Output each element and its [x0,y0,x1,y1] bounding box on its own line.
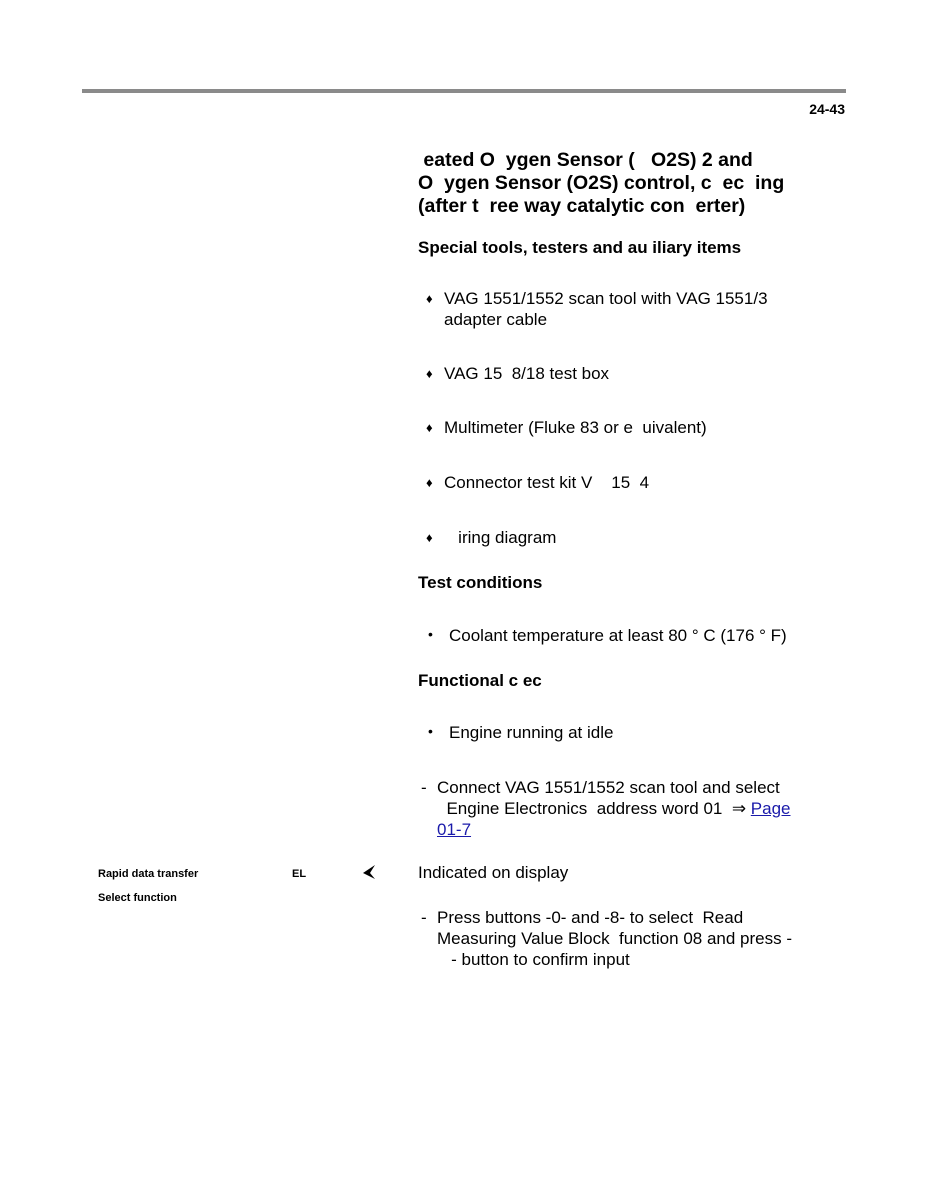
special-tools-heading: Special tools, testers and au iliary items [418,238,742,257]
dot-bullet-icon: • [428,626,433,642]
tool-item: ♦ VAG 1551/1552 scan tool with VAG 1551/3 adapter cable [426,289,768,329]
header-rule [82,89,846,93]
pointer-arrow-icon [360,863,378,881]
page-link[interactable]: Page [750,799,791,818]
diamond-bullet-icon: ♦ [426,366,433,381]
title-line-2: O ygen Sensor (O2S) control, c ec ing [418,172,785,194]
display-line-1: Rapid data transfer [98,868,199,880]
functional-item: • Engine running at idle [428,723,614,742]
page-link-number[interactable]: 01-7 [437,820,472,839]
functional-check-heading: Functional c ec [418,671,542,690]
tool-item: ♦ VAG 15 8/18 test box [426,364,610,383]
indicated-on-display: Indicated on display [418,863,569,882]
tool-item: ♦ Multimeter (Fluke 83 or e uivalent) [426,418,707,437]
step-connect-scan-tool: - Connect VAG 1551/1552 scan tool and select Engine Electronics address word 01 ⇒ Page 01-7 [421,778,791,839]
page-number: 24-43 [809,101,845,117]
title-line-1: eated O ygen Sensor ( O2S) 2 and [418,149,753,171]
step-dash: - [421,908,427,927]
page-title [418,149,828,218]
display-line-1-right: EL [292,868,307,880]
title-line-3: (after t ree way catalytic con erter) [418,195,746,217]
dot-bullet-icon: • [428,723,433,739]
test-conditions-heading: Test conditions [418,573,543,592]
tool-item: ♦ iring diagram [426,528,557,547]
tool-item: ♦ Connector test kit V 15 4 [426,473,650,492]
diamond-bullet-icon: ♦ [426,420,433,435]
step-dash: - [421,778,427,797]
display-line-2: Select function [98,892,177,904]
diamond-bullet-icon: ♦ [426,475,433,490]
condition-item: • Coolant temperature at least 80 ° C (176 ° F) [428,626,787,645]
diamond-bullet-icon: ♦ [426,530,433,545]
diamond-bullet-icon: ♦ [426,291,433,306]
step-select-function: - Press buttons -0- and -8- to select Read Measuring Value Block function 08 and press - - button to confirm input [421,908,792,969]
